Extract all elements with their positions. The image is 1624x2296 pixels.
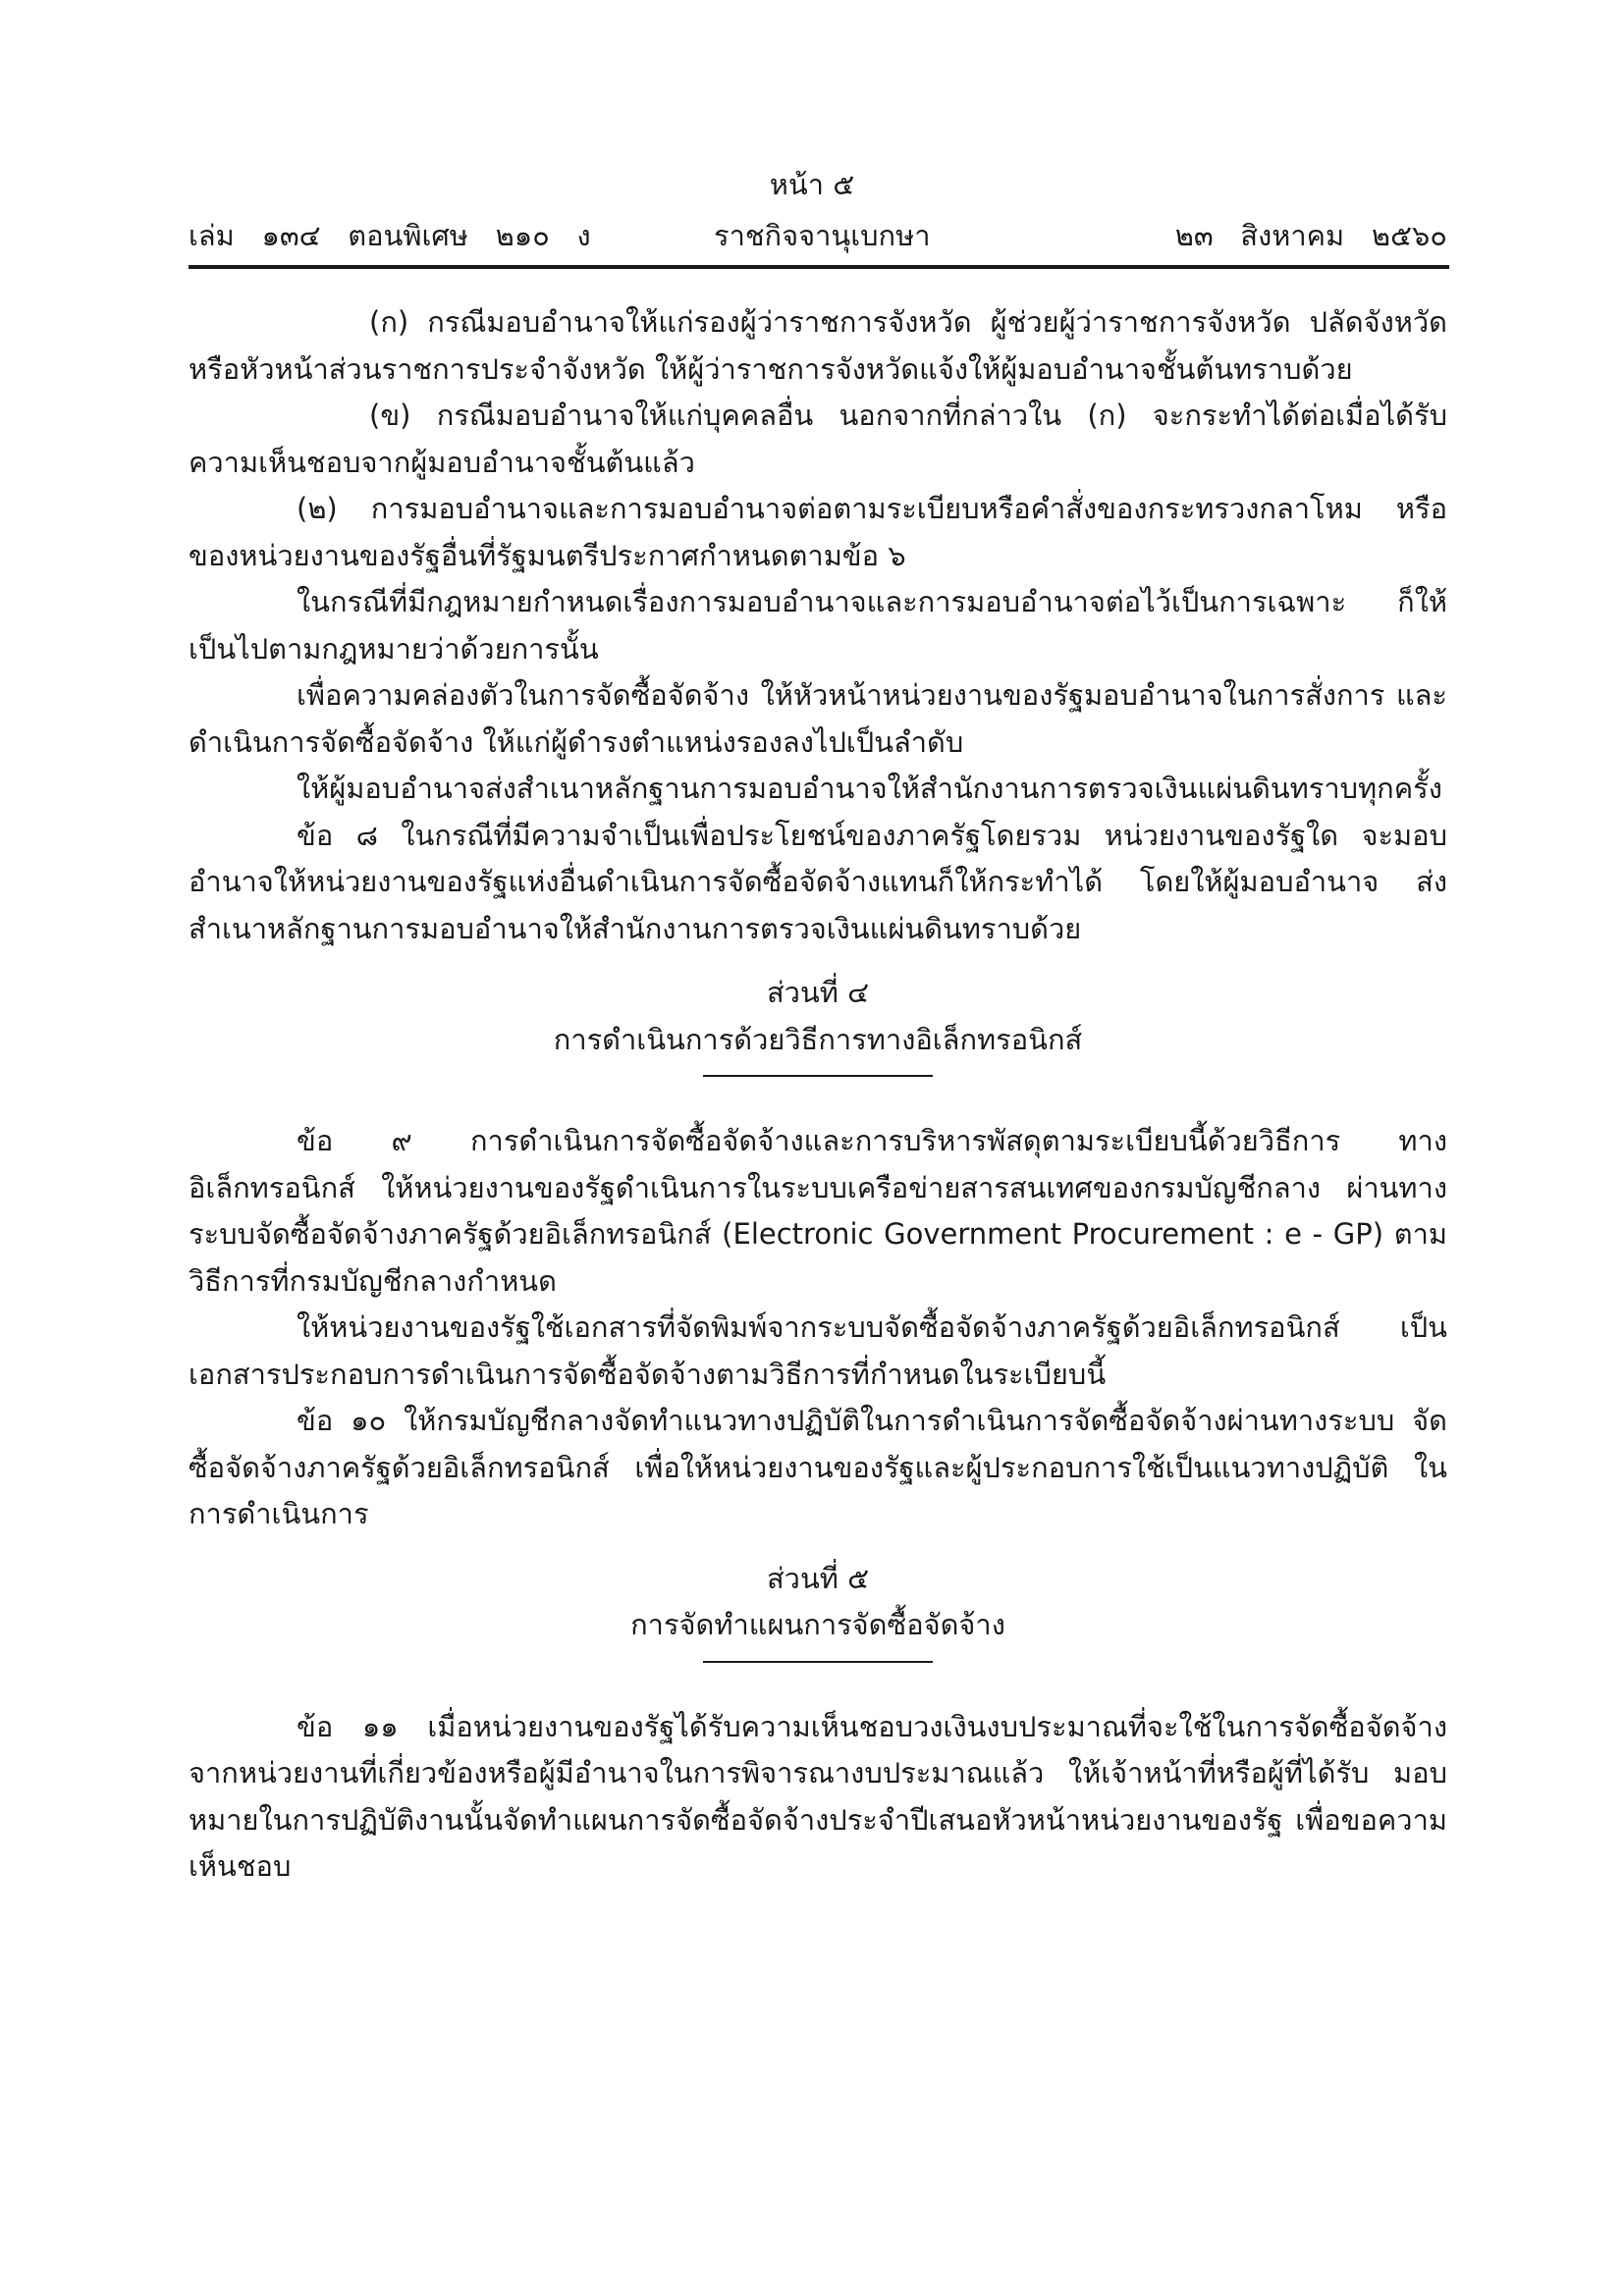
paragraph: (๒) การมอบอำนาจและการมอบอำนาจต่อตามระเบียบหรือคำสั่งของกระทรวงกลาโหม หรือของหน่วยงานของรัฐอื่นที่รัฐมนตรีประกาศกำหนดตามข้อ ๖	[189, 492, 1447, 572]
page-number: หน้า ๕	[769, 168, 855, 201]
clause-9: ข้อ ๙ การดำเนินการจัดซื้อจัดจ้างและการบริหารพัสดุตามระเบียบนี้ด้วยวิธีการ ทางอิเล็กทรอนิกส์ ให้หน่วยงานของรัฐดำเนินการในระบบเครือข่ายสารสนเทศของกรมบัญชีกลาง ผ่านทางระบบจัดซื้อจัดจ้างภาครัฐด้วยอิเล็กทรอนิกส์ (Electronic Government Procurement : e - GP) ตามวิธีการที่กรมบัญชีกลางกำหนด	[189, 1124, 1447, 1298]
paragraph: ในกรณีที่มีกฎหมายกำหนดเรื่องการมอบอำนาจและการมอบอำนาจต่อไว้เป็นการเฉพาะ ก็ให้เป็นไปตามกฎหมายว่าด้วยการนั้น	[189, 585, 1447, 666]
paragraph: ให้หน่วยงานของรัฐใช้เอกสารที่จัดพิมพ์จากระบบจัดซื้อจัดจ้างภาครัฐด้วยอิเล็กทรอนิกส์ เป็นเอกสารประกอบการดำเนินการจัดซื้อจัดจ้างตามวิธีการที่กำหนดในระเบียบนี้	[189, 1310, 1447, 1391]
section-4-divider	[703, 1075, 933, 1077]
publication-date: ๒๓ สิงหาคม ๒๕๖๐	[1174, 219, 1447, 252]
section-5-divider	[703, 1661, 933, 1663]
volume-info: เล่ม ๑๓๔ ตอนพิเศษ ๒๑๐ ง	[189, 219, 591, 252]
journal-title: ราชกิจจานุเบกษา	[714, 219, 931, 252]
section-5-number: ส่วนที่ ๕	[766, 1561, 870, 1595]
clause-8: ข้อ ๘ ในกรณีที่มีความจำเป็นเพื่อประโยชน์ของภาครัฐโดยรวม หน่วยงานของรัฐใด จะมอบอำนาจให้หน่วยงานของรัฐแห่งอื่นดำเนินการจัดซื้อจัดจ้างแทนก็ให้กระทำได้ โดยให้ผู้มอบอำนาจ ส่งสำเนาหลักฐานการมอบอำนาจให้สำนักงานการตรวจเงินแผ่นดินทราบด้วย	[189, 818, 1447, 945]
section-5-title: การจัดทำแผนการจัดซื้อจัดจ้าง	[630, 1608, 1005, 1641]
document-body	[189, 299, 1447, 1891]
clause-11: ข้อ ๑๑ เมื่อหน่วยงานของรัฐได้รับความเห็นชอบวงเงินงบประมาณที่จะใช้ในการจัดซื้อจัดจ้าง จากหน่วยงานที่เกี่ยวข้องหรือผู้มีอำนาจในการพิจารณางบประมาณแล้ว ให้เจ้าหน้าที่หรือผู้ที่ได้รับ มอบหมายในการปฏิบัติงานนั้นจัดทำแผนการจัดซื้อจัดจ้างประจำปีเสนอหัวหน้าหน่วยงานของรัฐ เพื่อขอความเห็นชอบ	[189, 1709, 1447, 1883]
section-4-number: ส่วนที่ ๔	[766, 976, 870, 1009]
running-header	[189, 216, 1447, 259]
clause-10: ข้อ ๑๐ ให้กรมบัญชีกลางจัดทำแนวทางปฏิบัติในการดำเนินการจัดซื้อจัดจ้างผ่านทางระบบ จัดซื้อจัดจ้างภาครัฐด้วยอิเล็กทรอนิกส์ เพื่อให้หน่วยงานของรัฐและผู้ประกอบการใช้เป็นแนวทางปฏิบัติ ในการดำเนินการ	[189, 1404, 1447, 1530]
section-4-title: การดำเนินการด้วยวิธีการทางอิเล็กทรอนิกส์	[553, 1022, 1083, 1056]
paragraph: เพื่อความคล่องตัวในการจัดซื้อจัดจ้าง ให้หัวหน้าหน่วยงานของรัฐมอบอำนาจในการสั่งการ และดำเนินการจัดซื้อจัดจ้าง ให้แก่ผู้ดำรงตำแหน่งรองลงไปเป็นลำดับ	[189, 678, 1447, 759]
paragraph: ให้ผู้มอบอำนาจส่งสำเนาหลักฐานการมอบอำนาจให้สำนักงานการตรวจเงินแผ่นดินทราบทุกครั้ง	[297, 772, 1442, 805]
paragraph: (ข) กรณีมอบอำนาจให้แก่บุคคลอื่น นอกจากที่กล่าวใน (ก) จะกระทำได้ต่อเมื่อได้รับ ความเห็นชอบจากผู้มอบอำนาจชั้นต้นแล้ว	[189, 399, 1447, 479]
paragraph: (ก) กรณีมอบอำนาจให้แก่รองผู้ว่าราชการจังหวัด ผู้ช่วยผู้ว่าราชการจังหวัด ปลัดจังหวัด หรือหัวหน้าส่วนราชการประจำจังหวัด ให้ผู้ว่าราชการจังหวัดแจ้งให้ผู้มอบอำนาจชั้นต้นทราบด้วย	[189, 305, 1447, 386]
header-divider	[189, 265, 1449, 269]
